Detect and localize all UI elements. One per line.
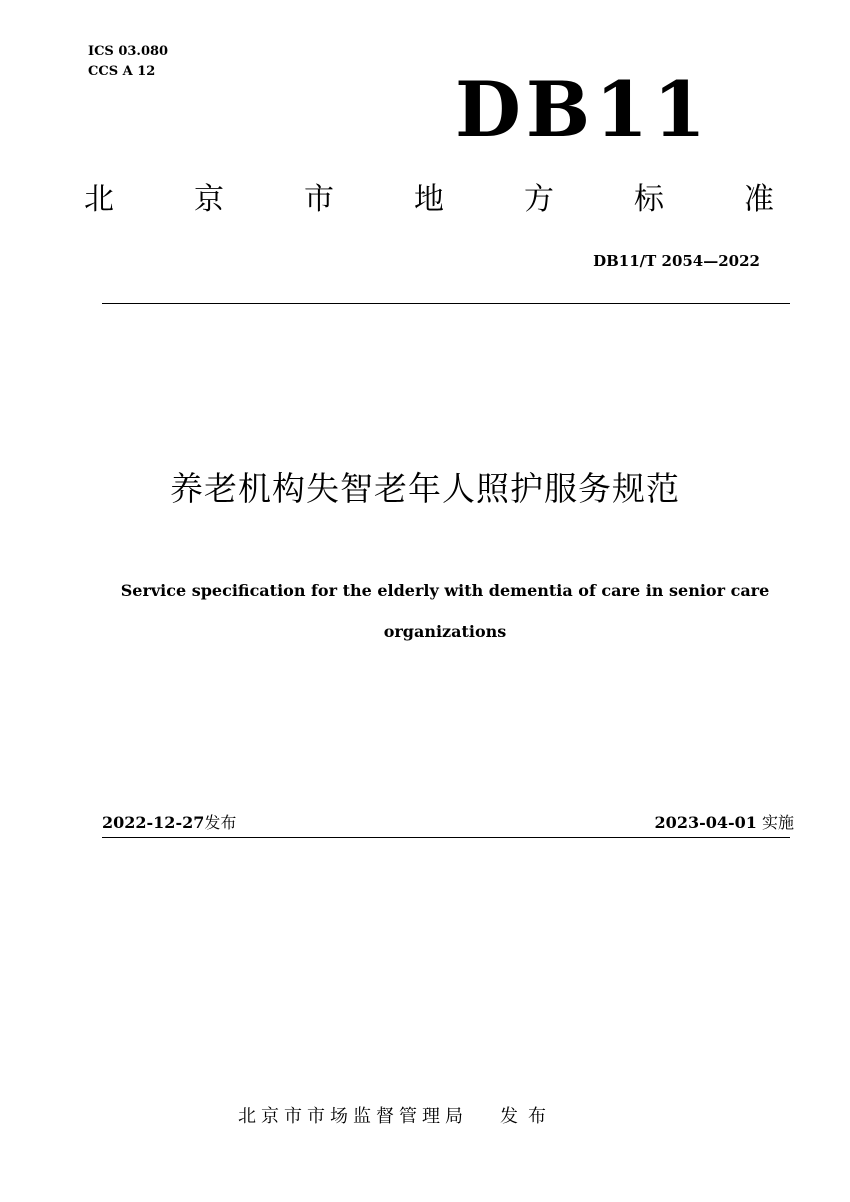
implement-label: 实施 [761,813,794,832]
standard-number: DB11/T 2054—2022 [593,252,760,270]
title-chinese: 养老机构失智老年人照护服务规范 [170,469,680,508]
implement-date: 2023-04-01 [654,813,757,832]
db-mark: DB11 [455,65,711,154]
standard-type-char: 方 [524,182,554,217]
standard-type-char: 北 [84,182,114,217]
ics-code: ICS 03.080 [88,44,169,59]
publish-date-line [102,812,236,834]
classification-codes [88,42,168,82]
title-english: Service specification for the elderly with dementia of care in senior care organizations [120,581,770,641]
standard-type-char: 标 [634,182,664,217]
standard-type-char: 市 [304,182,334,217]
bottom-divider [102,837,790,838]
implement-date-line [655,812,794,834]
ccs-code: CCS A 12 [88,64,156,79]
standard-type-char: 地 [414,182,444,217]
issuer-name: 北京市市场监督管理局 [238,1106,468,1127]
publish-date: 2022-12-27 [102,813,205,832]
standard-type [84,180,774,220]
issuer-suffix: 发布 [500,1106,556,1127]
top-divider [102,303,790,304]
publish-label: 发布 [204,813,237,832]
issuer-line [238,1105,556,1129]
standard-type-char: 京 [194,182,224,217]
standard-type-char: 准 [744,182,774,217]
